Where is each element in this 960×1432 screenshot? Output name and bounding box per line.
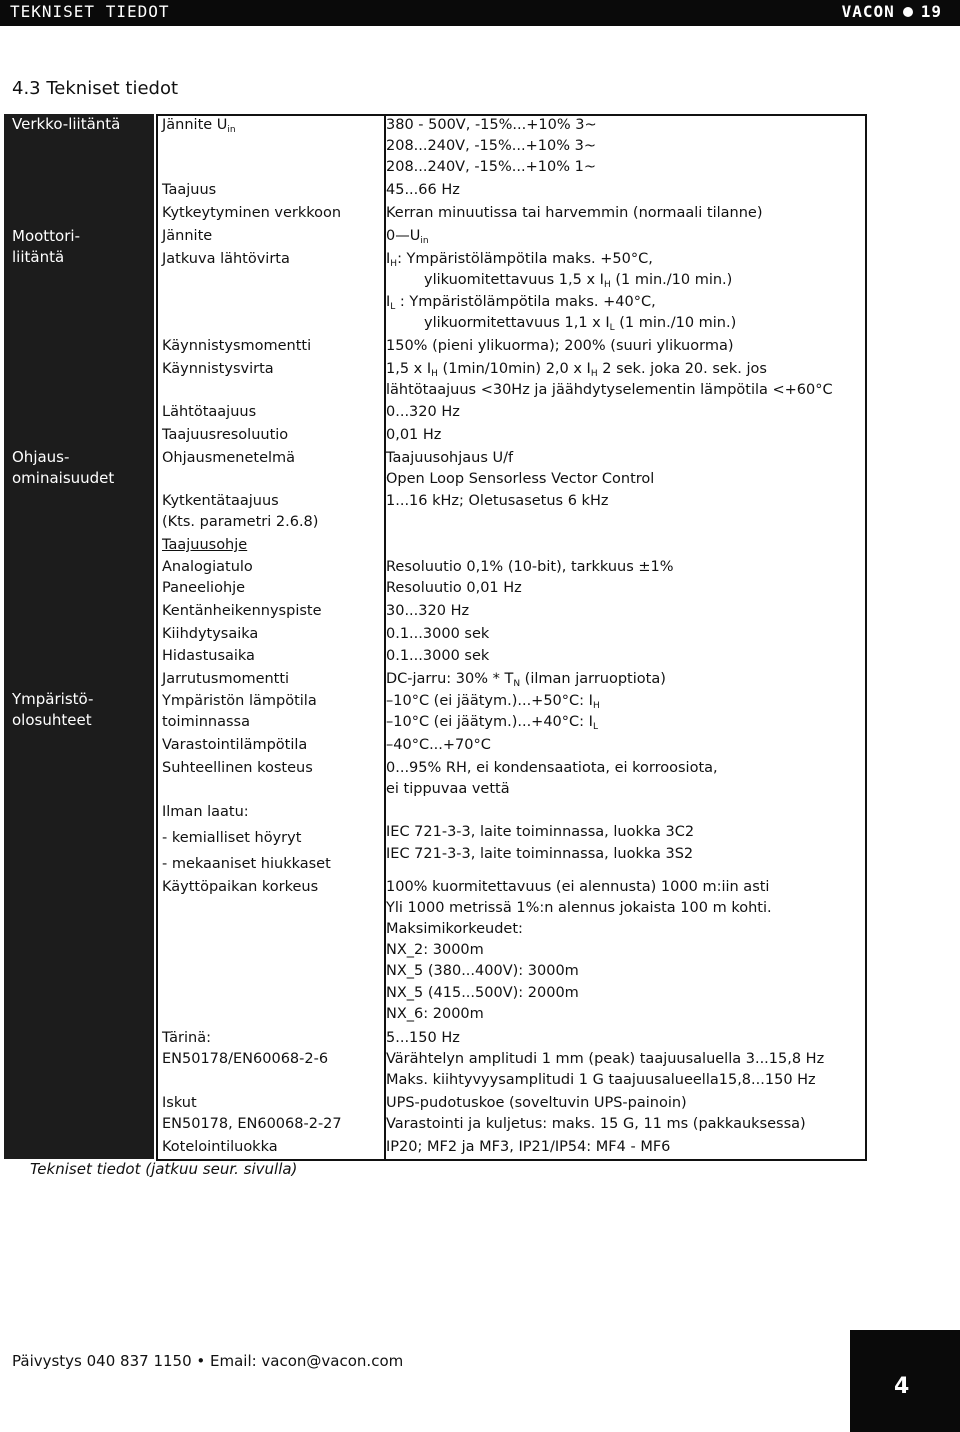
value-taajuusresoluutio: 0,01 Hz [386,427,442,443]
header-page-number: 19 [920,2,942,21]
value-korkeus-7: NX_6: 2000m [386,1006,484,1022]
value-kentan: 30...320 Hz [386,603,470,619]
param-kotelointi: Kotelointiluokka [162,1139,278,1155]
value-paneeliohje: Resoluutio 0,01 Hz [386,580,522,596]
value-korkeus-1: 100% kuormitettavuus (ei alennusta) 1000 m:iin asti [386,879,770,895]
value-il-line2: ylikuormitettavuus 1,1 x $I_L$ (1 min./10 min.) [424,315,737,333]
table-footnote: Tekniset tiedot (jatkuu seur. sivulla) [30,1160,298,1178]
value-tarina-3: Maks. kiihtyvyysamplitudi 1 G taajuusalueella15,8...150 Hz [386,1072,816,1088]
value-tarina-1: 5...150 Hz [386,1030,460,1046]
category-column [4,114,154,1159]
section-title: 4.3 Tekniset tiedot [12,78,179,99]
param-ohjausmenetelma: Ohjausmenetelmä [162,450,296,466]
value-iskut-2: Varastointi ja kuljetus: maks. 15 G, 11 ms (pakkauksessa) [386,1116,806,1132]
param-jatkuva: Jatkuva lähtövirta [162,251,290,267]
page-number: 4 [894,1374,910,1399]
value-kaynnistysvirta-line2: lähtötaajuus <30Hz ja jäähdytyselementin lämpötila <+60°C [386,382,833,398]
param-ilman-laatu: Ilman laatu: [162,804,249,820]
category-verkko: Verkko-liitäntä [12,115,121,133]
param-iskut: Iskut [162,1095,197,1111]
value-kytkeytyminen: Kerran minuutissa tai harvemmin (normaali tilanne) [386,205,763,221]
bullet-icon [903,7,913,17]
brand-name: VACON [841,2,895,21]
param-analogiatulo: Analogiatulo [162,559,253,575]
param-hidastusaika: Hidastusaika [162,648,255,664]
value-kotelointi: IP20; MF2 ja MF3, IP21/IP54: MF4 - MF6 [386,1139,671,1155]
value-korkeus-4: NX_2: 3000m [386,942,484,958]
page-header [0,0,960,26]
value-kaynnistysmomentti: 150% (pieni ylikuorma); 200% (suuri ylikuorma) [386,338,734,354]
page-number-box [850,1330,960,1432]
param-taajuus: Taajuus [162,182,217,198]
value-kosteus-1: 0...95% RH, ei kondensaatiota, ei korroosiota, [386,760,718,776]
param-kemialliset: - kemialliset höyryt [162,830,302,846]
param-taajuusohje: Taajuusohje [162,537,248,553]
param-jarrutusmomentti: Jarrutusmomentti [162,671,290,687]
param-tarina: Tärinä: [162,1030,212,1046]
spec-table [4,114,865,1159]
param-ymp-toiminnassa: toiminnassa [162,714,250,730]
value-hidastusaika: 0.1...3000 sek [386,648,490,664]
param-mekaaniset: - mekaaniset hiukkaset [162,856,331,872]
category-ohjaus: Ohjaus- ominaisuudet [12,448,115,487]
value-varasto: –40°C...+70°C [386,737,491,753]
param-tarina-std: EN50178/EN60068-2-6 [162,1051,329,1067]
value-kytkentataajuus: 1...16 kHz; Oletusasetus 6 kHz [386,493,609,509]
param-jannite-uin: Jännite $U_{in}$ [162,117,236,135]
value-korkeus-6: NX_5 (415...500V): 2000m [386,985,579,1001]
param-paneeliohje: Paneeliohje [162,580,246,596]
value-korkeus-5: NX_5 (380...400V): 3000m [386,963,579,979]
param-kts: (Kts. parametri 2.6.8) [162,514,319,530]
value-kemialliset: IEC 721-3-3, laite toiminnassa, luokka 3C2 [386,824,695,840]
value-analogiatulo: Resoluutio 0,1% (10-bit), tarkkuus ±1% [386,559,674,575]
value-taajuus: 45...66 Hz [386,182,460,198]
param-iskut-std: EN50178, EN60068-2-27 [162,1116,342,1132]
value-lahtotaajuus: 0...320 Hz [386,404,460,420]
value-korkeus-3: Maksimikorkeudet: [386,921,523,937]
value-jannite-2: 208...240V, -15%...+10% 3~ [386,138,596,154]
value-jannite: $0—U_{in}$ [386,228,429,246]
page-footer: Päivystys 040 837 1150 • Email: vacon@vacon.com [12,1352,404,1370]
value-kosteus-2: ei tippuvaa vettä [386,781,510,797]
category-ymparisto: Ympäristö- olosuhteet [12,690,94,729]
param-kytkeytyminen: Kytkeytyminen verkkoon [162,205,342,221]
value-ohjaus-2: Open Loop Sensorless Vector Control [386,471,655,487]
value-ohjaus-1: Taajuusohjaus U/f [386,450,514,466]
param-kaynnistysvirta: Käynnistysvirta [162,361,274,377]
param-taajuusresoluutio: Taajuusresoluutio [162,427,289,443]
param-ymp-lampotila: Ympäristön lämpötila [162,693,317,709]
param-kentan: Kentänheikennyspiste [162,603,322,619]
param-korkeus: Käyttöpaikan korkeus [162,879,319,895]
value-kiihdytysaika: 0.1...3000 sek [386,626,490,642]
value-ymp-1: –10°C (ei jäätym.)...+50°C: $I_H$ [386,693,600,711]
value-jarrutus: DC-jarru: $30\% * T_N$ (ilman jarruoptiota) [386,671,666,689]
value-ih-line2: ylikuomitettavuus 1,5 x $I_H$ (1 min./10 min.) [424,272,733,290]
param-jannite: Jännite [162,228,213,244]
param-kosteus: Suhteellinen kosteus [162,760,313,776]
value-mekaaniset: IEC 721-3-3, laite toiminnassa, luokka 3S2 [386,846,694,862]
param-kytkentataajuus: Kytkentätaajuus [162,493,279,509]
header-title: TEKNISET TIEDOT [10,2,170,21]
value-jannite-3: 208...240V, -15%...+10% 1~ [386,159,596,175]
value-iskut-1: UPS-pudotuskoe (soveltuvin UPS-painoin) [386,1095,687,1111]
value-korkeus-2: Yli 1000 metrissä 1%:n alennus jokaista 100 m kohti. [386,900,772,916]
category-moottori: Moottori- liitäntä [12,227,80,266]
value-il: $I_L$ : Ympäristölämpötila maks. +40°C, [386,294,656,312]
value-ih: $I_H$: Ympäristölämpötila maks. +50°C, [386,251,653,269]
param-varasto: Varastointilämpötila [162,737,308,753]
param-kaynnistysmomentti: Käynnistysmomentti [162,338,312,354]
header-brand-page [842,2,942,21]
param-kiihdytysaika: Kiihdytysaika [162,626,259,642]
param-lahtotaajuus: Lähtötaajuus [162,404,257,420]
value-ymp-2: –10°C (ei jäätym.)...+40°C: $I_L$ [386,714,598,732]
value-kaynnistysvirta: 1,5 x $I_H$ (1min/10min) 2,0 x $I_H$ 2 sek. joka 20. sek. jos [386,361,767,379]
value-jannite-1: 380 - 500V, -15%...+10% 3~ [386,117,597,133]
value-tarina-2: Värähtelyn amplitudi 1 mm (peak) taajuusaluella 3...15,8 Hz [386,1051,825,1067]
